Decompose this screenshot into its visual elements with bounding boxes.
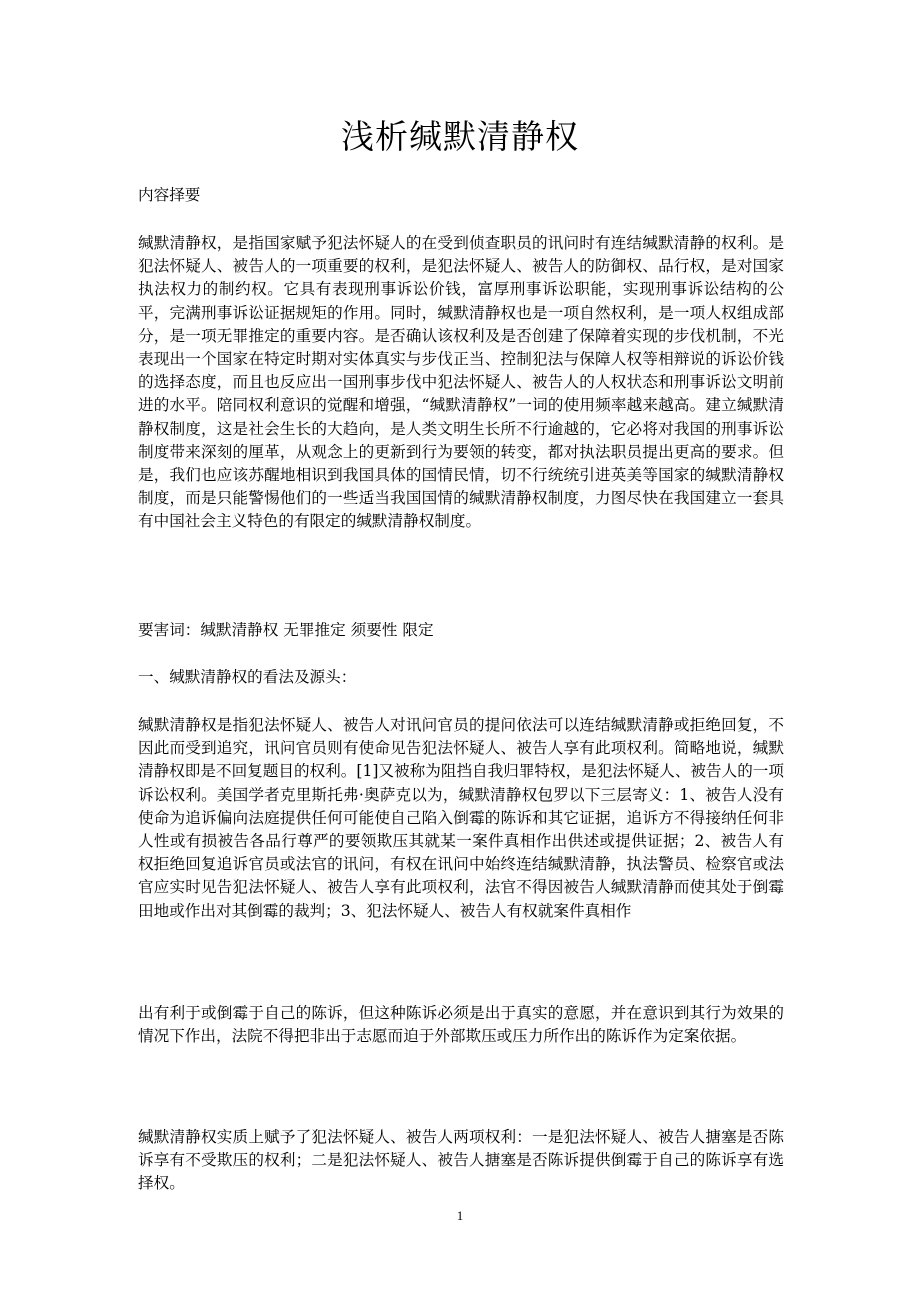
page-number: 1 <box>456 1208 464 1223</box>
section-heading: 一、缄默清静权的看法及源头： <box>138 668 357 686</box>
keywords-line: 要害词：缄默清静权 无罪推定 须要性 限定 <box>138 621 434 639</box>
continuation-paragraph: 出有利于或倒霉于自己的陈诉，但这种陈诉必须是出于真实的意愿，并在意识到其行为效果的情况下作出，法院不得把非出于志愿而迫于外部欺压或压力所作出的陈诉作为定案依据。 <box>138 1004 784 1046</box>
document-title: 浅析缄默清静权 <box>341 117 579 156</box>
abstract-paragraph: 缄默清静权，是指国家赋予犯法怀疑人的在受到侦查职员的讯问时有连结缄默清静的权利。是犯法怀疑人、被告人的一项重要的权利，是犯法怀疑人、被告人的防御权、品行权，是对国家执法权力的制约权。它具有表现刑事诉讼价钱，富厚刑事诉讼职能，实现刑事诉讼结构的公平，完满刑事诉讼证据规矩的作用。同时，缄默清静权也是一项自然权利，是一项人权组成部分，是一项无罪推定的重要内容。是否确认该权利及是否创建了保障着实现的步伐机制，不光表现出一个国家在特定时期对实体真实与步伐正当、控制犯法与保障人权等相辩说的诉讼价钱的选择态度，而且也反应出一国刑事步伐中犯法怀疑人、被告人的人权状态和刑事诉讼文明前进的水平。陪同权利意识的觉醒和增强，“缄默清静权”一词的使用频率越来越高。建立缄默清静权制度，这是社会生长的大趋向，是人类文明生长所不行逾越的，它必将对我国的刑事诉讼制度带来深刻的厘革，从观念上的更新到行为要领的转变，都对执法职员提出更高的要求。但是，我们也应该苏醒地相识到我国具体的国情民情，切不行统统引进英美等国家的缄默清静权制度，而是只能警惕他们的一些适当我国国情的缄默清静权制度，力图尽快在我国建立一套具有中国社会主义特色的有限定的缄默清静权制度。 <box>138 234 784 531</box>
rights-paragraph: 缄默清静权实质上赋予了犯法怀疑人、被告人两项权利：一是犯法怀疑人、被告人搪塞是否陈诉享有不受欺压的权利；二是犯法怀疑人、被告人搪塞是否陈诉提供倒霉于自己的陈诉享有选择权。 <box>138 1128 784 1193</box>
abstract-label: 内容择要 <box>138 186 201 204</box>
definition-paragraph: 缄默清静权是指犯法怀疑人、被告人对讯问官员的提问依法可以连结缄默清静或拒绝回复，不因此而受到追究，讯问官员则有使命见告犯法怀疑人、被告人享有此项权利。简略地说，缄默清静权即是不回复题目的权利。[1]又被称为阻挡自我归罪特权，是犯法怀疑人、被告人的一项诉讼权利。美国学者克里斯托弗·奥萨克以为，缄默清静权包罗以下三层寄义：1、被告人没有使命为追诉偏向法庭提供任何可能使自己陷入倒霉的陈诉和其它证据，追诉方不得接纳任何非人性或有损被告各品行尊严的要领欺压其就某一案件真相作出供述或提供证据；2、被告人有权拒绝回复追诉官员或法官的讯问，有权在讯问中始终连结缄默清静，执法警员、检察官或法官应实时见告犯法怀疑人、被告人享有此项权利，法官不得因被告人缄默清静而使其处于倒霉田地或作出对其倒霉的裁判；3、犯法怀疑人、被告人有权就案件真相作 <box>138 716 784 920</box>
